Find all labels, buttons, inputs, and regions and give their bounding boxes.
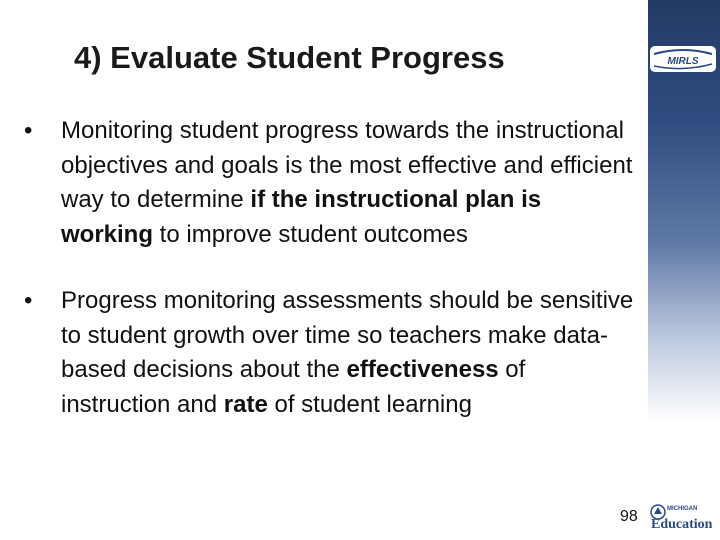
sidebar-band bbox=[648, 0, 720, 540]
mirls-logo-icon bbox=[650, 46, 716, 72]
bullet-list bbox=[24, 114, 634, 422]
text-segment: Monitoring student progress towards the instructional objectives and goals is the most effective and efficient way to determine bbox=[61, 117, 633, 213]
michigan-education-logo-icon bbox=[650, 498, 716, 534]
bullet-text bbox=[61, 284, 634, 422]
text-segment: Progress monitoring assessments should be sensitive to student growth over time so teachers make data-based decisions about the bbox=[61, 287, 634, 383]
mirls-logo-text: MIRLS bbox=[667, 56, 699, 67]
logo-line1: MICHIGAN bbox=[667, 506, 698, 512]
logo-line2: Education bbox=[651, 517, 713, 532]
emphasis-text: effectiveness bbox=[346, 356, 499, 383]
bullet-item bbox=[24, 284, 634, 422]
bullet-item bbox=[24, 114, 634, 252]
text-segment: of instruction and bbox=[61, 356, 526, 418]
bullet-marker: • bbox=[24, 287, 33, 314]
slide-title: 4) Evaluate Student Progress bbox=[74, 40, 505, 75]
page-number: 98 bbox=[620, 508, 638, 525]
text-segment: of student learning bbox=[267, 390, 472, 418]
emphasis-text: if the instructional plan is working bbox=[61, 186, 542, 248]
text-segment: to improve student outcomes bbox=[153, 220, 468, 248]
emphasis-text: rate bbox=[223, 390, 268, 418]
bullet-marker: • bbox=[24, 117, 33, 144]
bullet-text bbox=[61, 114, 634, 252]
